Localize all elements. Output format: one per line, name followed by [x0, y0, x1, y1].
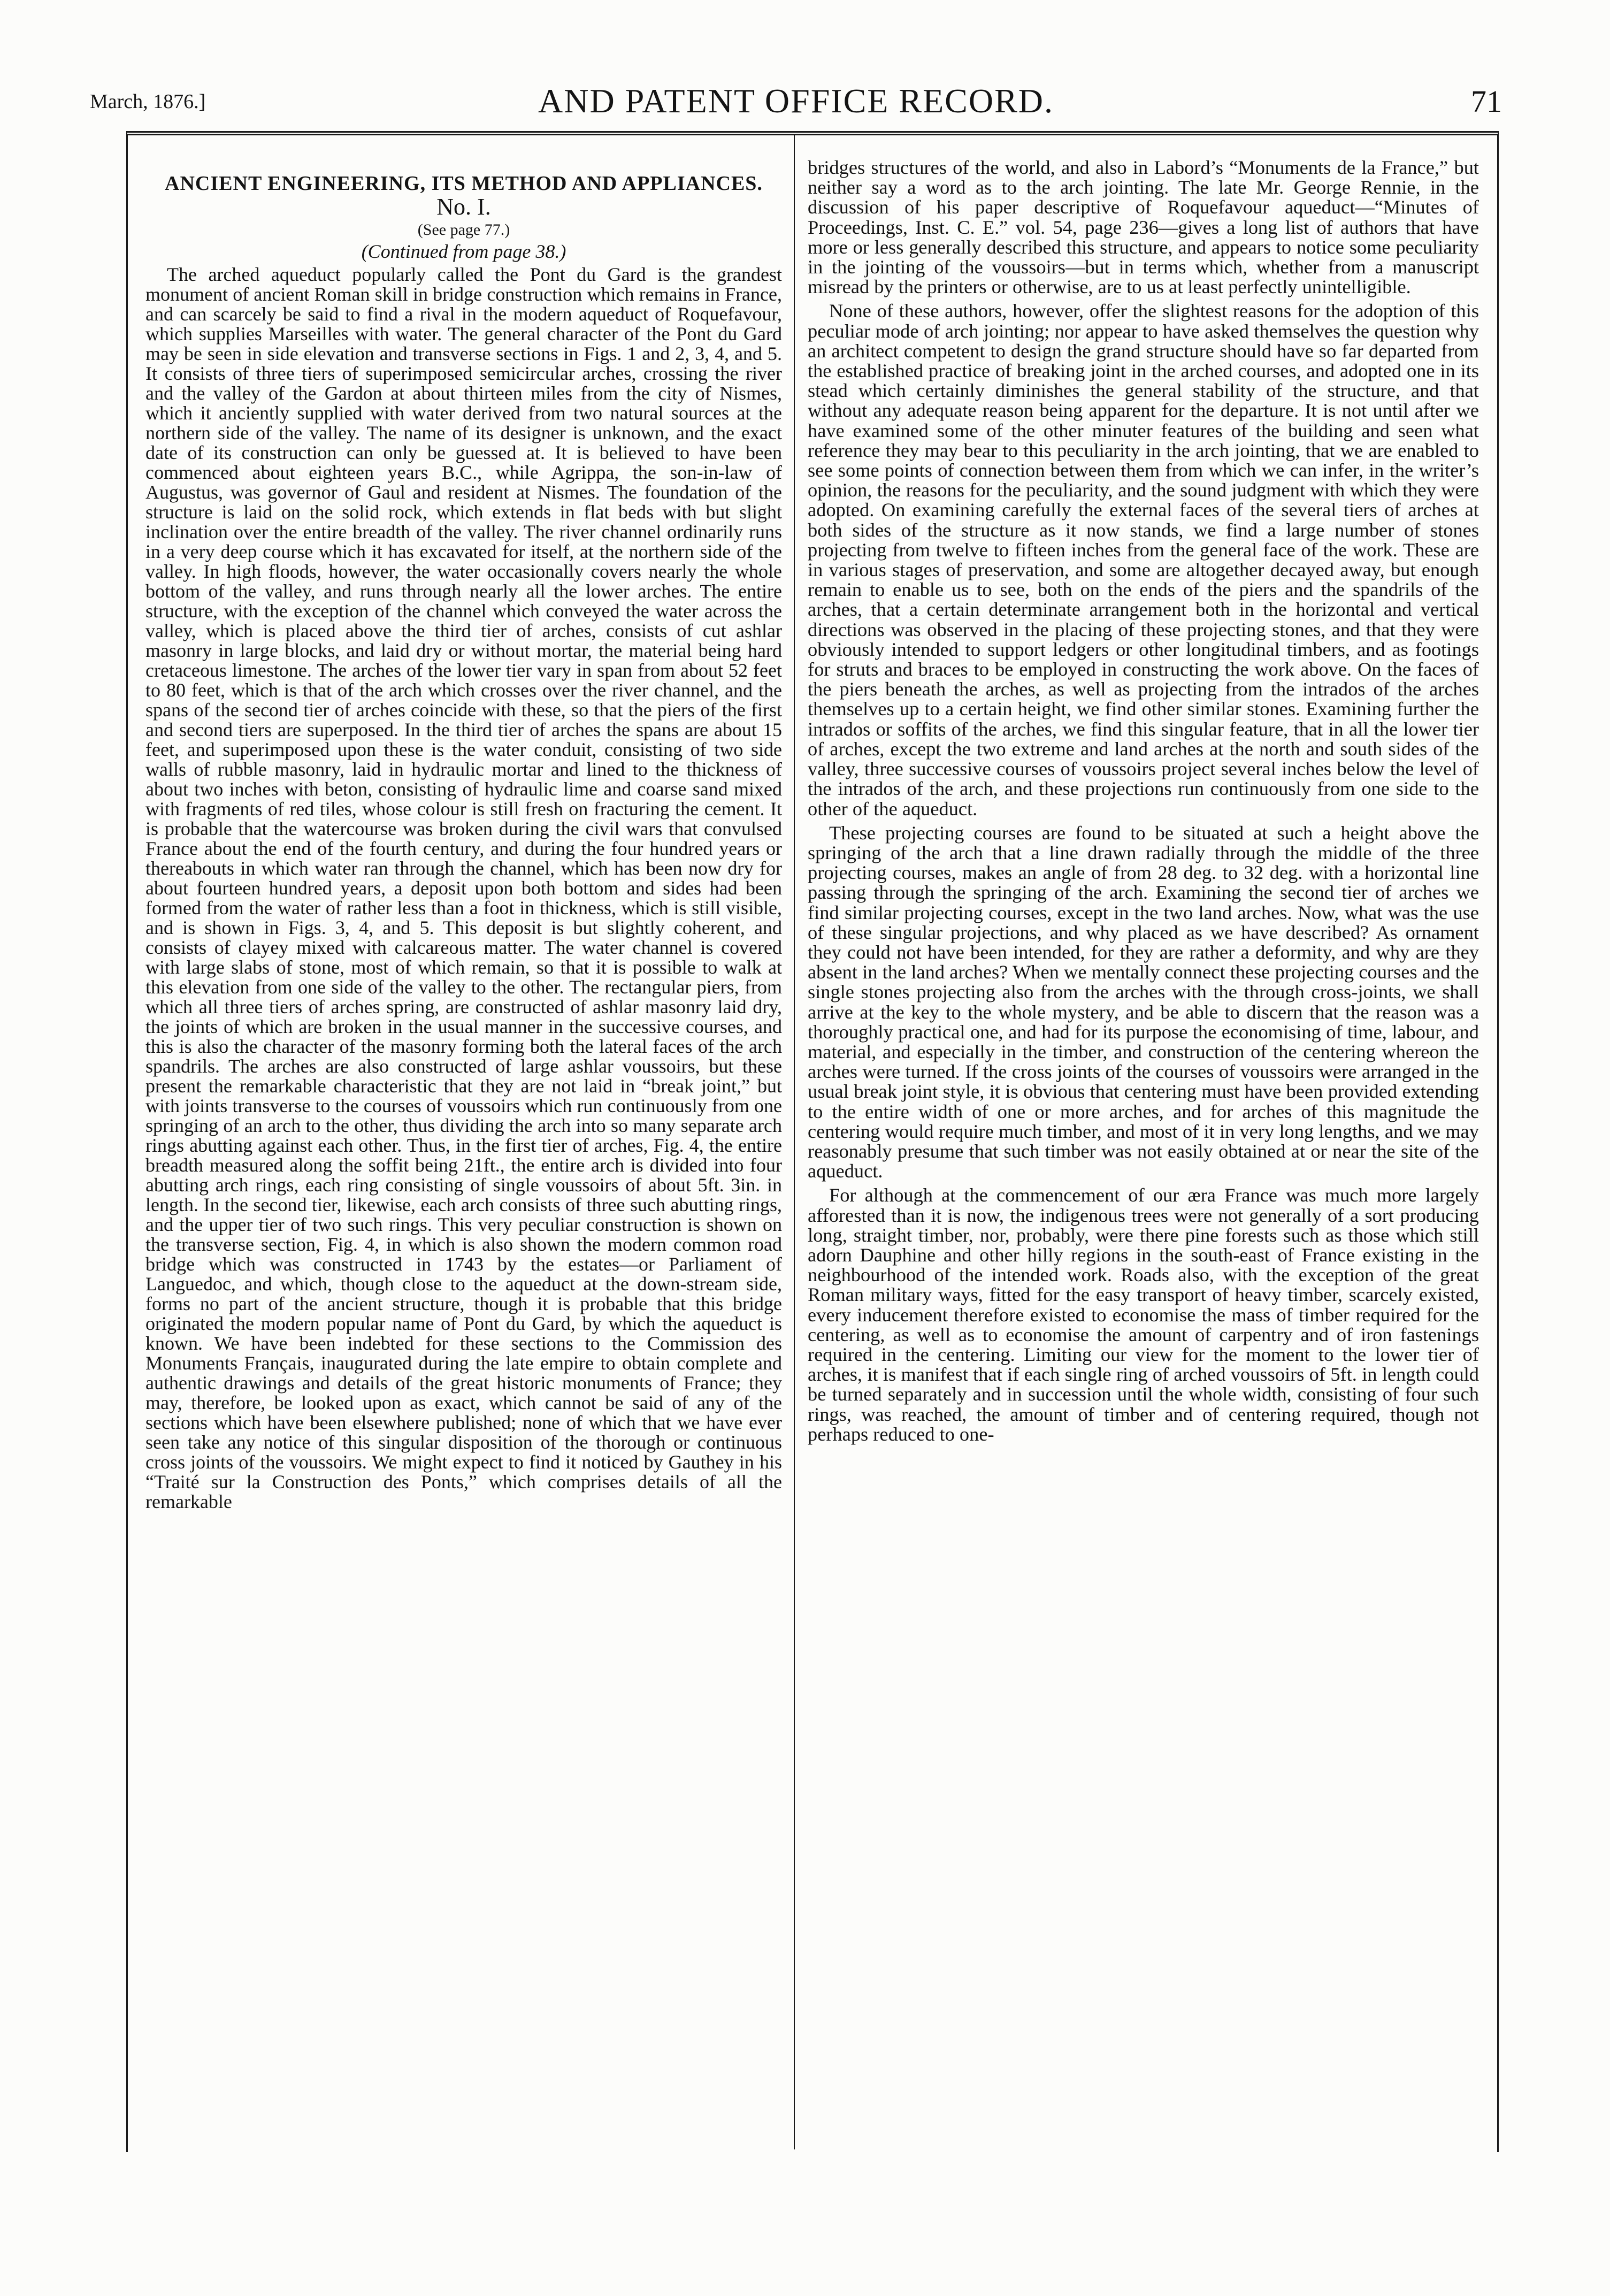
page-number: 71	[1471, 84, 1502, 119]
right-column	[808, 158, 1479, 1444]
column-rule	[794, 134, 795, 2149]
right-paragraph-3: These projecting courses are found to be situated at such a height above the springing of the arch that a line drawn radially through the middle of the three projecting courses, makes an angle of from 28 deg. to 32 deg. with a horizontal line passing through the springing of the arch. Examining the second tier of arches we find similar projecting courses, except in the two land arches. Now, what was the use of these singular projections, and why placed as we have described? As ornament they could not have been intended, for they are rather a deformity, and why are they absent in the land arches? When we mentally connect these projecting courses and the single stones projecting also from the arches with the through cross-joints, we shall arrive at the key to the whole mystery, and be able to discern that the reason was a thoroughly practical one, and had for its purpose the economising of time, labour, and material, and especially in the timber, and construction of the centering whereon the arches were turned. If the cross joints of the courses of voussoirs were arranged in the usual break joint style, it is obvious that centering must have been provided extending to the entire width of one or more arches, and for arches of this magnitude the centering would require much timber, and most of it in very long lengths, and we may reasonably presume that such timber was not easily obtained at or near the site of the aqueduct.	[808, 822, 1479, 1182]
article-number: No. I.	[436, 194, 491, 220]
journal-title: AND PATENT OFFICE RECORD.	[538, 82, 1054, 120]
see-page-note: (See page 77.)	[417, 221, 510, 239]
right-paragraph-1: bridges structures of the world, and also in Labord’s “Monuments de la France,” but neither say a word as to the arch jointing. The late Mr. George Rennie, in the discussion of his paper descriptive of Roquefavour aqueduct—“Minutes of Proceedings, Inst. C. E.” vol. 54, page 236—gives a long list of authors that have more or less generally described this structure, and appears to notice some peculiarity in the jointing of the voussoirs—but in terms which, whether from a manuscript misread by the printers or otherwise, are to us at least perfectly unintelligible.	[808, 157, 1479, 298]
article-title: ANCIENT ENGINEERING, ITS METHOD AND APPLIANCES.	[165, 172, 763, 195]
issue-date: March, 1876.]	[90, 90, 206, 113]
left-paragraph-1: The arched aqueduct popularly called the Pont du Gard is the grandest monument of ancient Roman skill in bridge construction which remains in France, and can scarcely be said to find a rival in the modern aqueduct of Roquefavour, which supplies Marseilles with water. The general character of the Pont du Gard may be seen in side elevation and transverse sections in Figs. 1 and 2, 3, 4, and 5. It consists of three tiers of superimposed semicircular arches, crossing the river and the valley of the Gardon at about thirteen miles from the city of Nismes, which it anciently supplied with water derived from two natural sources at the northern side of the valley. The name of its designer is unknown, and the exact date of its construction can only be guessed at. It is believed to have been commenced about eighteen years B.C., while Agrippa, the son-in-law of Augustus, was governor of Gaul and resident at Nismes. The foundation of the structure is laid on the solid rock, which extends in flat beds with but slight inclination over the entire breadth of the valley. The river channel ordinarily runs in a very deep course which it has excavated for itself, at the northern side of the valley. In high floods, however, the water occasionally covers nearly the whole bottom of the valley, and runs through nearly all the lower arches. The entire structure, with the exception of the channel which conveyed the water across the valley, which is placed above the third tier of arches, consists of cut ashlar masonry in large blocks, and laid dry or without mortar, the material being hard cretaceous limestone. The arches of the lower tier vary in span from about 52 feet to 80 feet, which is that of the arch which crosses over the river channel, and the spans of the second tier of arches coincide with these, so that the piers of the first and second tiers are superposed. In the third tier of arches the spans are about 15 feet, and superimposed upon these is the water conduit, consisting of two side walls of rubble masonry, laid in hydraulic mortar and lined to the thickness of about two inches with beton, consisting of hydraulic lime and coarse sand mixed with fragments of red tiles, whose colour is still fresh on fracturing the cement. It is probable that the watercourse was broken during the civil wars that convulsed France about the end of the fourth century, and during the four hundred years or thereabouts in which water ran through the channel, which has been now dry for about fourteen hundred years, a deposit upon both bottom and sides had been formed from the water of rather less than a foot in thickness, which is still visible, and is shown in Figs. 3, 4, and 5. This deposit is but slightly coherent, and consists of clayey mixed with calcareous matter. The water channel is covered with large slabs of stone, most of which remain, so that it is possible to walk at this elevation from one side of the valley to the other. The rectangular piers, from which all three tiers of arches spring, are constructed of ashlar masonry laid dry, the joints of which are broken in the usual manner in the successive courses, and this is also the character of the masonry forming both the lateral faces of the arch spandrils. The arches are also constructed of large ashlar voussoirs, but these present the remarkable characteristic that they are not laid in “break joint,” but with joints transverse to the courses of voussoirs which run continuously from one springing of an arch to the other, thus dividing the arch into so many separate arch rings abutting against each other. Thus, in the first tier of arches, Fig. 4, the entire breadth measured along the soffit being 21ft., the entire arch is divided into four abutting arch rings, each ring consisting of single voussoirs of about 5ft. 3in. in length. In the second tier, likewise, each arch consists of three such abutting rings, and the upper tier of two such rings. This very peculiar construction is shown on the transverse section, Fig. 4, in which is also shown the modern common road bridge which was constructed in 1743 by the estates—or Parliament of Languedoc, and which, though close to the aqueduct at the down-stream side, forms no part of the ancient structure, though it is probable that this bridge originated the modern popular name of Pont du Gard, by which the aqueduct is known. We have been indebted for these sections to the Commission des Monuments Français, inaugurated during the late empire to obtain complete and authentic drawings and details of the great historic monuments of France; they may, therefore, be looked upon as exact, which cannot be said of any of the sections which have been elsewhere published; none of which that we have ever seen take any notice of this singular disposition of the thorough or continuous cross joints of the voussoirs. We might expect to find it noticed by Gauthey in his “Traité sur la Construction des Ponts,” which comprises details of all the remarkable	[145, 264, 782, 1512]
right-paragraph-2: None of these authors, however, offer the slightest reasons for the adoption of this peculiar mode of arch jointing; nor appear to have asked themselves the question why an architect competent to design the grand structure should have so far departed from the established practice of breaking joint in the arched courses, and adopted one in its stead which certainly diminishes the general stability of the structure, and that without any adequate reason being apparent for the departure. It is not until after we have examined some of the other minuter features of the building and seen what reference they may bear to this peculiarity in the arch jointing, that we are enabled to see some points of connection between them from which we can infer, in the writer’s opinion, the reasons for the peculiarity, and the sound judgment with which they were adopted. On examining carefully the external faces of the several tiers of arches at both sides of the structure as it now stands, we find a large number of stones projecting from twelve to fifteen inches from the general face of the work. These are in various stages of preservation, and some are altogether decayed away, but enough remain to enable us to see, both on the ends of the piers and the spandrils of the arches, that a certain determinate arrangement both in the horizontal and vertical directions was observed in the placing of these projecting stones, and that they were obviously intended to support ledgers or other longitudinal timbers, and as footings for struts and braces to be employed in constructing the work above. On the faces of the piers beneath the arches, as well as projecting from the intrados of the arches themselves up to a certain height, we find other similar stones. Examining further the intrados or soffits of the arches, we find this singular feature, that in all the lower tier of arches, except the two extreme and land arches at the north and south sides of the valley, three successive courses of voussoirs project several inches below the level of the intrados of the arch, and these projections run continuously from one side to the other of the aqueduct.	[808, 300, 1479, 820]
continued-note: (Continued from page 38.)	[361, 241, 566, 262]
running-head	[90, 75, 1502, 118]
right-paragraph-4: For although at the commencement of our æra France was much more largely afforested than it is now, the indigenous trees were not generally of a sort producing long, straight timber, nor, probably, were there pine forests such as those which still adorn Dauphine and other hilly regions in the south-east of France existing in the neighbourhood of the intended work. Roads also, with the exception of the great Roman military ways, fitted for the easy transport of heavy timber, scarcely existed, every inducement therefore existed to economise the mass of timber required for the centering, as well as to economise the amount of carpentry and of iron fastenings required in the centering. Limiting our view for the moment to the lower tier of arches, it is manifest that if each single ring of arched voussoirs of 5ft. in length could be turned separately and in succession until the whole width, consisting of four such rings, was reached, the amount of timber and of centering required, though not perhaps reduced to one-	[808, 1184, 1479, 1445]
left-column	[145, 158, 782, 1512]
